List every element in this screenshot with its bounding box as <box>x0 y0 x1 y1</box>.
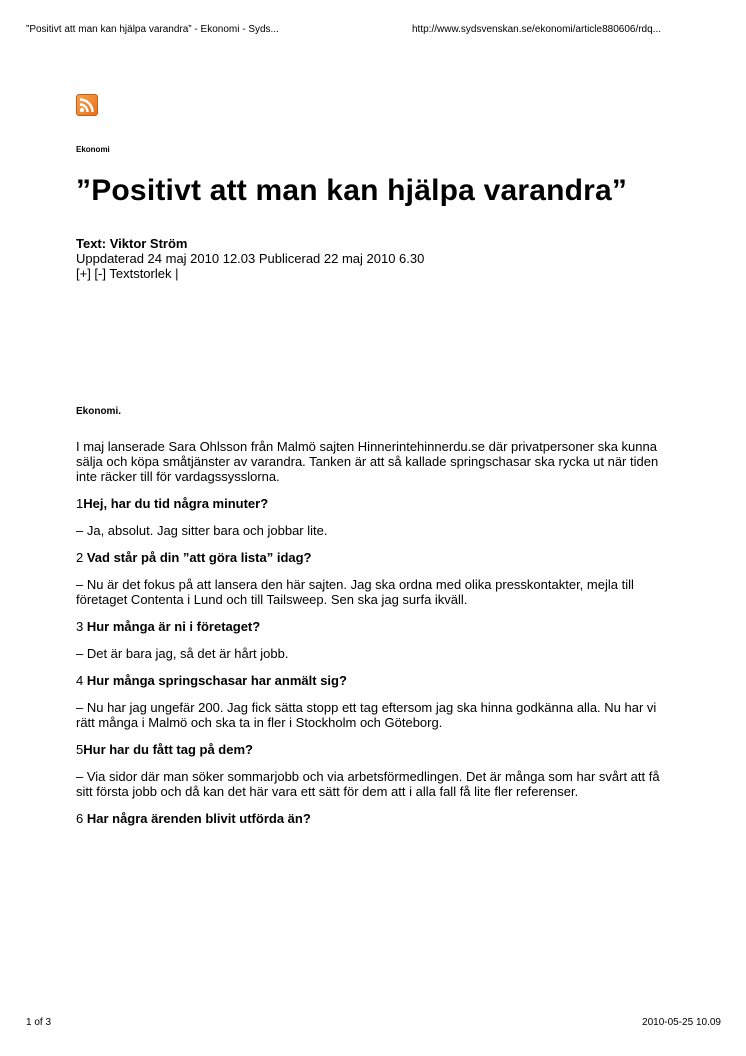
print-datetime: 2010-05-25 10.09 <box>642 1017 721 1028</box>
question <box>76 619 676 634</box>
print-header-title: ”Positivt att man kan hjälpa varandra” - Ekonomi - Syds... <box>26 24 279 35</box>
question-number: 6 <box>76 811 87 826</box>
question-number: 5 <box>76 742 84 757</box>
question-number: 3 <box>76 619 87 634</box>
question <box>76 496 676 511</box>
article-body <box>76 404 676 838</box>
question-number: 4 <box>76 673 87 688</box>
answer: – Ja, absolut. Jag sitter bara och jobbar lite. <box>76 523 328 538</box>
question <box>76 550 676 565</box>
article-intro: I maj lanserade Sara Ohlsson från Malmö sajten Hinnerintehinnerdu.se där privatpersoner ska kunna sälja och köpa småtjänster av varandra. Tanken är att så kallade springschasar ska rycka ut när tiden inte räcker till för vardagssysslorna. <box>76 439 659 484</box>
article-kicker: Ekonomi. <box>76 406 122 417</box>
question-text: Hur många är ni i företaget? <box>86 619 261 634</box>
question <box>76 673 676 688</box>
question-text: Har några ärenden blivit utförda än? <box>86 811 311 826</box>
question <box>76 811 676 826</box>
question-number: 1 <box>76 496 84 511</box>
question-text: Hej, har du tid några minuter? <box>83 496 269 511</box>
text-size-controls[interactable]: [+] [-] Textstorlek | <box>76 266 179 281</box>
answer: – Via sidor där man söker sommarjobb och via arbetsförmedlingen. Det är många som har svårt att få sitt första jobb och då kan det här vara ett sätt för dem att i alla fall få lite fler referenser. <box>76 769 660 799</box>
question-text: Hur många springschasar har anmält sig? <box>86 673 347 688</box>
print-header-url[interactable]: http://www.sydsvenskan.se/ekonomi/article880606/rdq... <box>412 24 662 35</box>
article-meta <box>76 236 424 281</box>
question-text: Hur har du fått tag på dem? <box>83 742 253 757</box>
article-title: ”Positivt att man kan hjälpa varandra” <box>76 174 628 207</box>
article-author: Text: Viktor Ström <box>76 236 188 251</box>
answer: – Nu är det fokus på att lansera den här sajten. Jag ska ordna med olika presskontakter, mejla till företaget Contenta i Lund och till Tailsweep. Sen ska jag surfa ikväll. <box>76 577 634 607</box>
rss-feed-icon[interactable] <box>76 94 98 116</box>
answer: – Nu har jag ungefär 200. Jag fick sätta stopp ett tag eftersom jag ska hinna godkänna alla. Nu har vi rätt många i Malmö och ska ta in fler i Stockholm och Göteborg. <box>76 700 657 730</box>
answer: – Det är bara jag, så det är hårt jobb. <box>76 646 289 661</box>
question <box>76 742 676 757</box>
question-number: 2 <box>76 550 87 565</box>
page-number: 1 of 3 <box>26 1017 52 1028</box>
article-dates: Uppdaterad 24 maj 2010 12.03 Publicerad 22 maj 2010 6.30 <box>76 251 425 266</box>
question-text: Vad står på din ”att göra lista” idag? <box>86 550 312 565</box>
section-label[interactable]: Ekonomi <box>76 145 110 154</box>
